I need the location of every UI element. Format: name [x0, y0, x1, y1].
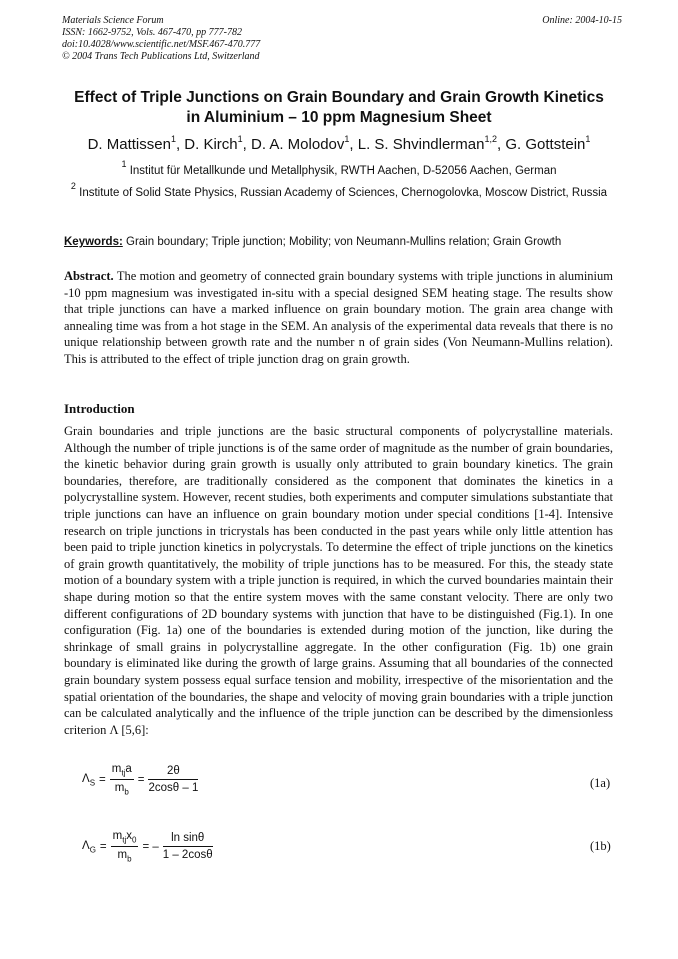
eq-fraction: $\frac{m_{tj}x_0}{m_b}$ — [112, 830, 137, 864]
keywords-text: Grain boundary; Triple junction; Mobility; von Neumann-Mullins relation; Grain Growth — [126, 236, 562, 248]
doi-line: doi:10.4028/www.scientific.net/MSF.467-470.777 — [62, 39, 261, 50]
title-line-1: Effect of Triple Junctions on Grain Boundary and Grain Growth Kinetics — [74, 89, 604, 106]
keywords — [64, 236, 624, 248]
author-list: D. Mattissen$^1$, D. Kirch$^1$, D. A. Molodov$^1$, L. S. Shvindlerman$^{1,2}$, G. Gottstein$^1$ — [87, 134, 591, 153]
equation-label-1b: (1b) — [590, 839, 611, 853]
author: L. S. Shvindlerman$^{1,2}$ — [357, 134, 497, 153]
equation-label-1a: (1a) — [590, 776, 611, 790]
affiliation-2: $^2$ Institute of Solid State Physics, Russian Academy of Sciences, Chernogolovka, Moscow District, Russia — [70, 181, 608, 199]
copyright-line: © 2004 Trans Tech Publications Ltd, Switzerland — [62, 51, 260, 62]
online-date: Online: 2004-10-15 — [542, 15, 622, 26]
author: G. Gottstein$^1$ — [505, 134, 591, 153]
abstract-text: The motion and geometry of connected grain boundary systems with triple junctions in aluminium -10 ppm magnesium was investigated in-situ with a special designed SEM heating stage. The results show that triple junctions can have a marked influence on grain boundary motion. The grain area change with annealing time was from a hot stage in the SEM. An analysis of the experimental data reveals that there is no unique relationship between growth rate and the number n of grain sides (Von Neumann-Mullins relation). This is attributed to the effect of triple junction drag on grain growth. — [64, 269, 614, 366]
keywords-label: Keywords: — [64, 236, 123, 248]
intro-heading: Introduction — [64, 401, 135, 416]
journal-header — [62, 15, 622, 63]
equation-1b: $\Lambda_G$ = $\frac{m_{tj}x_0}{m_b}$ = – $\frac{\text{ln sinθ}}{1 - 2\cos\theta}$ — [82, 830, 213, 864]
eq-fraction: $\frac{m_{tj}a}{m_b}$ — [111, 763, 132, 797]
eq-fraction: $\frac{2\theta}{2\cos\theta - 1}$ — [148, 765, 199, 795]
eq-lhs: $\Lambda_G$ — [82, 839, 96, 854]
author: D. Kirch$^1$ — [184, 134, 243, 153]
author: D. A. Molodov$^1$ — [251, 134, 350, 153]
eq-fraction: $\frac{\text{ln sinθ}}{1 - 2\cos\theta}$ — [162, 832, 213, 862]
equation-1a: $\Lambda_S$ = $\frac{m_{tj}a}{m_b}$ = $\frac{2\theta}{2\cos\theta - 1}$ — [82, 763, 199, 797]
journal-name: Materials Science Forum — [62, 15, 164, 26]
abstract — [64, 268, 613, 368]
eq-lhs: $\Lambda_S$ — [82, 772, 96, 787]
title-line-2: in Aluminium – 10 ppm Magnesium Sheet — [186, 109, 492, 126]
abstract-label: Abstract. — [64, 269, 114, 283]
author: D. Mattissen$^1$ — [87, 134, 176, 153]
intro-text: Grain boundaries and triple junctions are the basic structural components of polycrystalline materials. Although the number of triple junctions is of the same order of magnitude as the number of grain boundaries, the kinetic behavior during grain growth is usually only attributed to grain boundary kinetics. The grain boundaries, therefore, are traditionally considered as the component that dominates the kinetics in a polycrystalline system. However, recent studies, both experiments and computer simulations substantiate that triple junctions can have an influence on grain boundary motion under special conditions [1-4]. Intensive research on triple junctions in tricrystals has been conducted in the past years while only little attention has been paid to triple junction kinetics in polycrystals. To determine the effect of triple junctions on the kinetics of grain growth quantitatively, the mobility of triple junctions has to be measured. For this, the steady state motion of a boundary system with a triple junction is required, in which the curved boundaries maintain their shape during motion so that the entire system moves with the same constant velocity. There are only two different configurations of 2D boundary systems with junction that have to be distinguished (Fig.1). In one configuration (Fig. 1a) one of the boundaries is extended during motion of the junction, like during the shrinkage of small grains in polycrystalline aggregate. In the other configuration (Fig. 1b) one grain boundary is eliminated like during the growth of large grains. Assuming that all boundaries of the connected grain boundary system possess equal surface tension and mobility, irrespective of the misorientation and the spatial orientation of the boundaries, the shape and velocity of moving grain boundaries with a triple junction can be calculated analytically and the influence of the triple junction can be described by the dimensionless criterion Λ [5,6]: — [64, 424, 613, 737]
issn-line: ISSN: 1662-9752, Vols. 467-470, pp 777-782 — [62, 27, 242, 38]
affiliation-1: $^1$ Institut für Metallkunde und Metallphysik, RWTH Aachen, D-52056 Aachen, German — [121, 159, 557, 177]
paper-title — [40, 88, 638, 128]
